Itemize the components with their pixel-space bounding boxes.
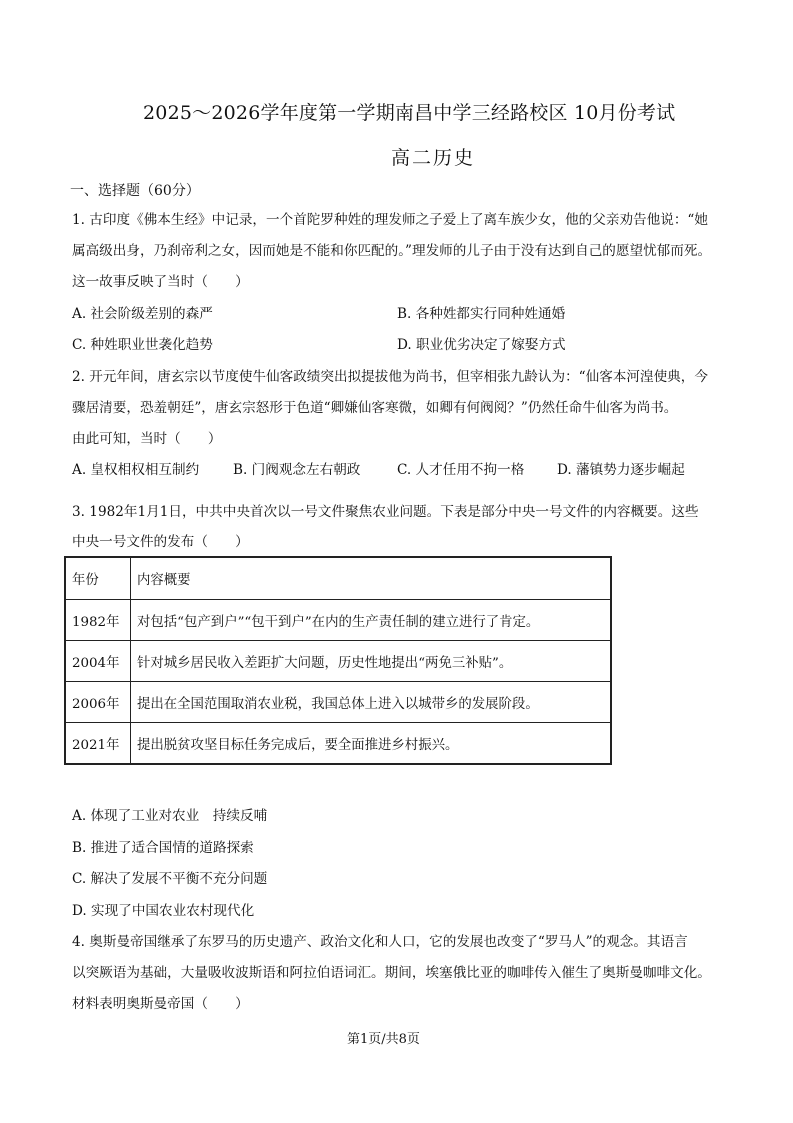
question-text-line: 这一故事反映了当时（ ） <box>72 274 249 290</box>
page-number: 第1页/共8页 <box>347 1032 420 1047</box>
option-c: C. 种姓职业世袭化趋势 <box>72 337 213 353</box>
option-d: D. 职业优劣决定了嫁娶方式 <box>397 337 566 353</box>
option-b: B. 各种姓都实行同种姓通婚 <box>397 306 566 322</box>
table-cell-content: 针对城乡居民收入差距扩大问题，历史性地提出“两免三补贴”。 <box>131 641 612 682</box>
document-summary-table <box>64 556 612 765</box>
question-text-line: 2. 开元年间，唐玄宗以节度使牛仙客政绩突出拟提拔他为尚书，但宰相张九龄认为：“仙客本河湟使典，今 <box>72 369 708 385</box>
option-a: A. 皇权相权相互制约 <box>72 462 200 478</box>
table-header-cell: 内容概要 <box>131 557 612 600</box>
option-d: D. 藩镇势力逐步崛起 <box>557 462 685 478</box>
question-text-line: 1. 古印度《佛本生经》中记录，一个首陀罗种姓的理发师之子爱上了离车族少女，他的父亲劝告他说：“她 <box>72 212 708 228</box>
question-text-line: 由此可知，当时（ ） <box>72 431 222 447</box>
exam-title: 2025～2026学年度第一学期南昌中学三经路校区 10月份考试 <box>143 102 676 124</box>
question-text-line: 4. 奥斯曼帝国继承了东罗马的历史遗产、政治文化和人口，它的发展也改变了“罗马人”的观念。其语言 <box>72 934 688 950</box>
option-d: D. 实现了中国农业农村现代化 <box>72 903 255 919</box>
table-cell-year: 2006年 <box>65 682 131 723</box>
table-header-cell: 年份 <box>65 557 131 600</box>
table-cell-content: 对包括“包产到户”“包干到户”在内的生产责任制的建立进行了肯定。 <box>131 600 612 641</box>
section-heading: 一、选择题（60分） <box>70 183 200 199</box>
question-text-line: 3. 1982年1月1日，中共中央首次以一号文件聚焦农业问题。下表是部分中央一号文件的内容概要。这些 <box>72 504 699 520</box>
table-cell-content: 提出脱贫攻坚目标任务完成后，要全面推进乡村振兴。 <box>131 723 612 765</box>
table-cell-content: 提出在全国范围取消农业税，我国总体上进入以城带乡的发展阶段。 <box>131 682 612 723</box>
table-row <box>65 641 611 682</box>
table-row <box>65 723 611 765</box>
question-text-line: 属高级出身，乃刹帝利之女，因而她是不能和你匹配的。”理发师的儿子由于没有达到自己的愿望忧郁而死。 <box>72 243 712 259</box>
table-cell-year: 2021年 <box>65 723 131 765</box>
question-text-line: 骤居清要，恐羞朝廷”，唐玄宗怒形于色道“卿嫌仙客寒微，如卿有何阀阅？”仍然任命牛仙客为尚书。 <box>72 400 678 416</box>
table-header-row <box>65 557 611 600</box>
option-b: B. 门阀观念左右朝政 <box>233 462 361 478</box>
option-c: C. 解决了发展不平衡不充分问题 <box>72 871 268 887</box>
option-a: A. 社会阶级差别的森严 <box>72 306 213 322</box>
option-c: C. 人才任用不拘一格 <box>397 462 525 478</box>
table-cell-year: 2004年 <box>65 641 131 682</box>
table-row <box>65 682 611 723</box>
option-b: B. 推进了适合国情的道路探索 <box>72 840 254 856</box>
table-row <box>65 600 611 641</box>
question-text-line: 中央一号文件的发布（ ） <box>72 534 249 550</box>
question-text-line: 材料表明奥斯曼帝国（ ） <box>72 996 249 1012</box>
option-a: A. 体现了工业对农业 持续反哺 <box>72 808 268 824</box>
question-text-line: 以突厥语为基础，大量吸收波斯语和阿拉伯语词汇。期间，埃塞俄比亚的咖啡传入催生了奥斯曼咖啡文化。 <box>72 965 711 981</box>
exam-subject: 高二历史 <box>391 147 476 169</box>
table-cell-year: 1982年 <box>65 600 131 641</box>
